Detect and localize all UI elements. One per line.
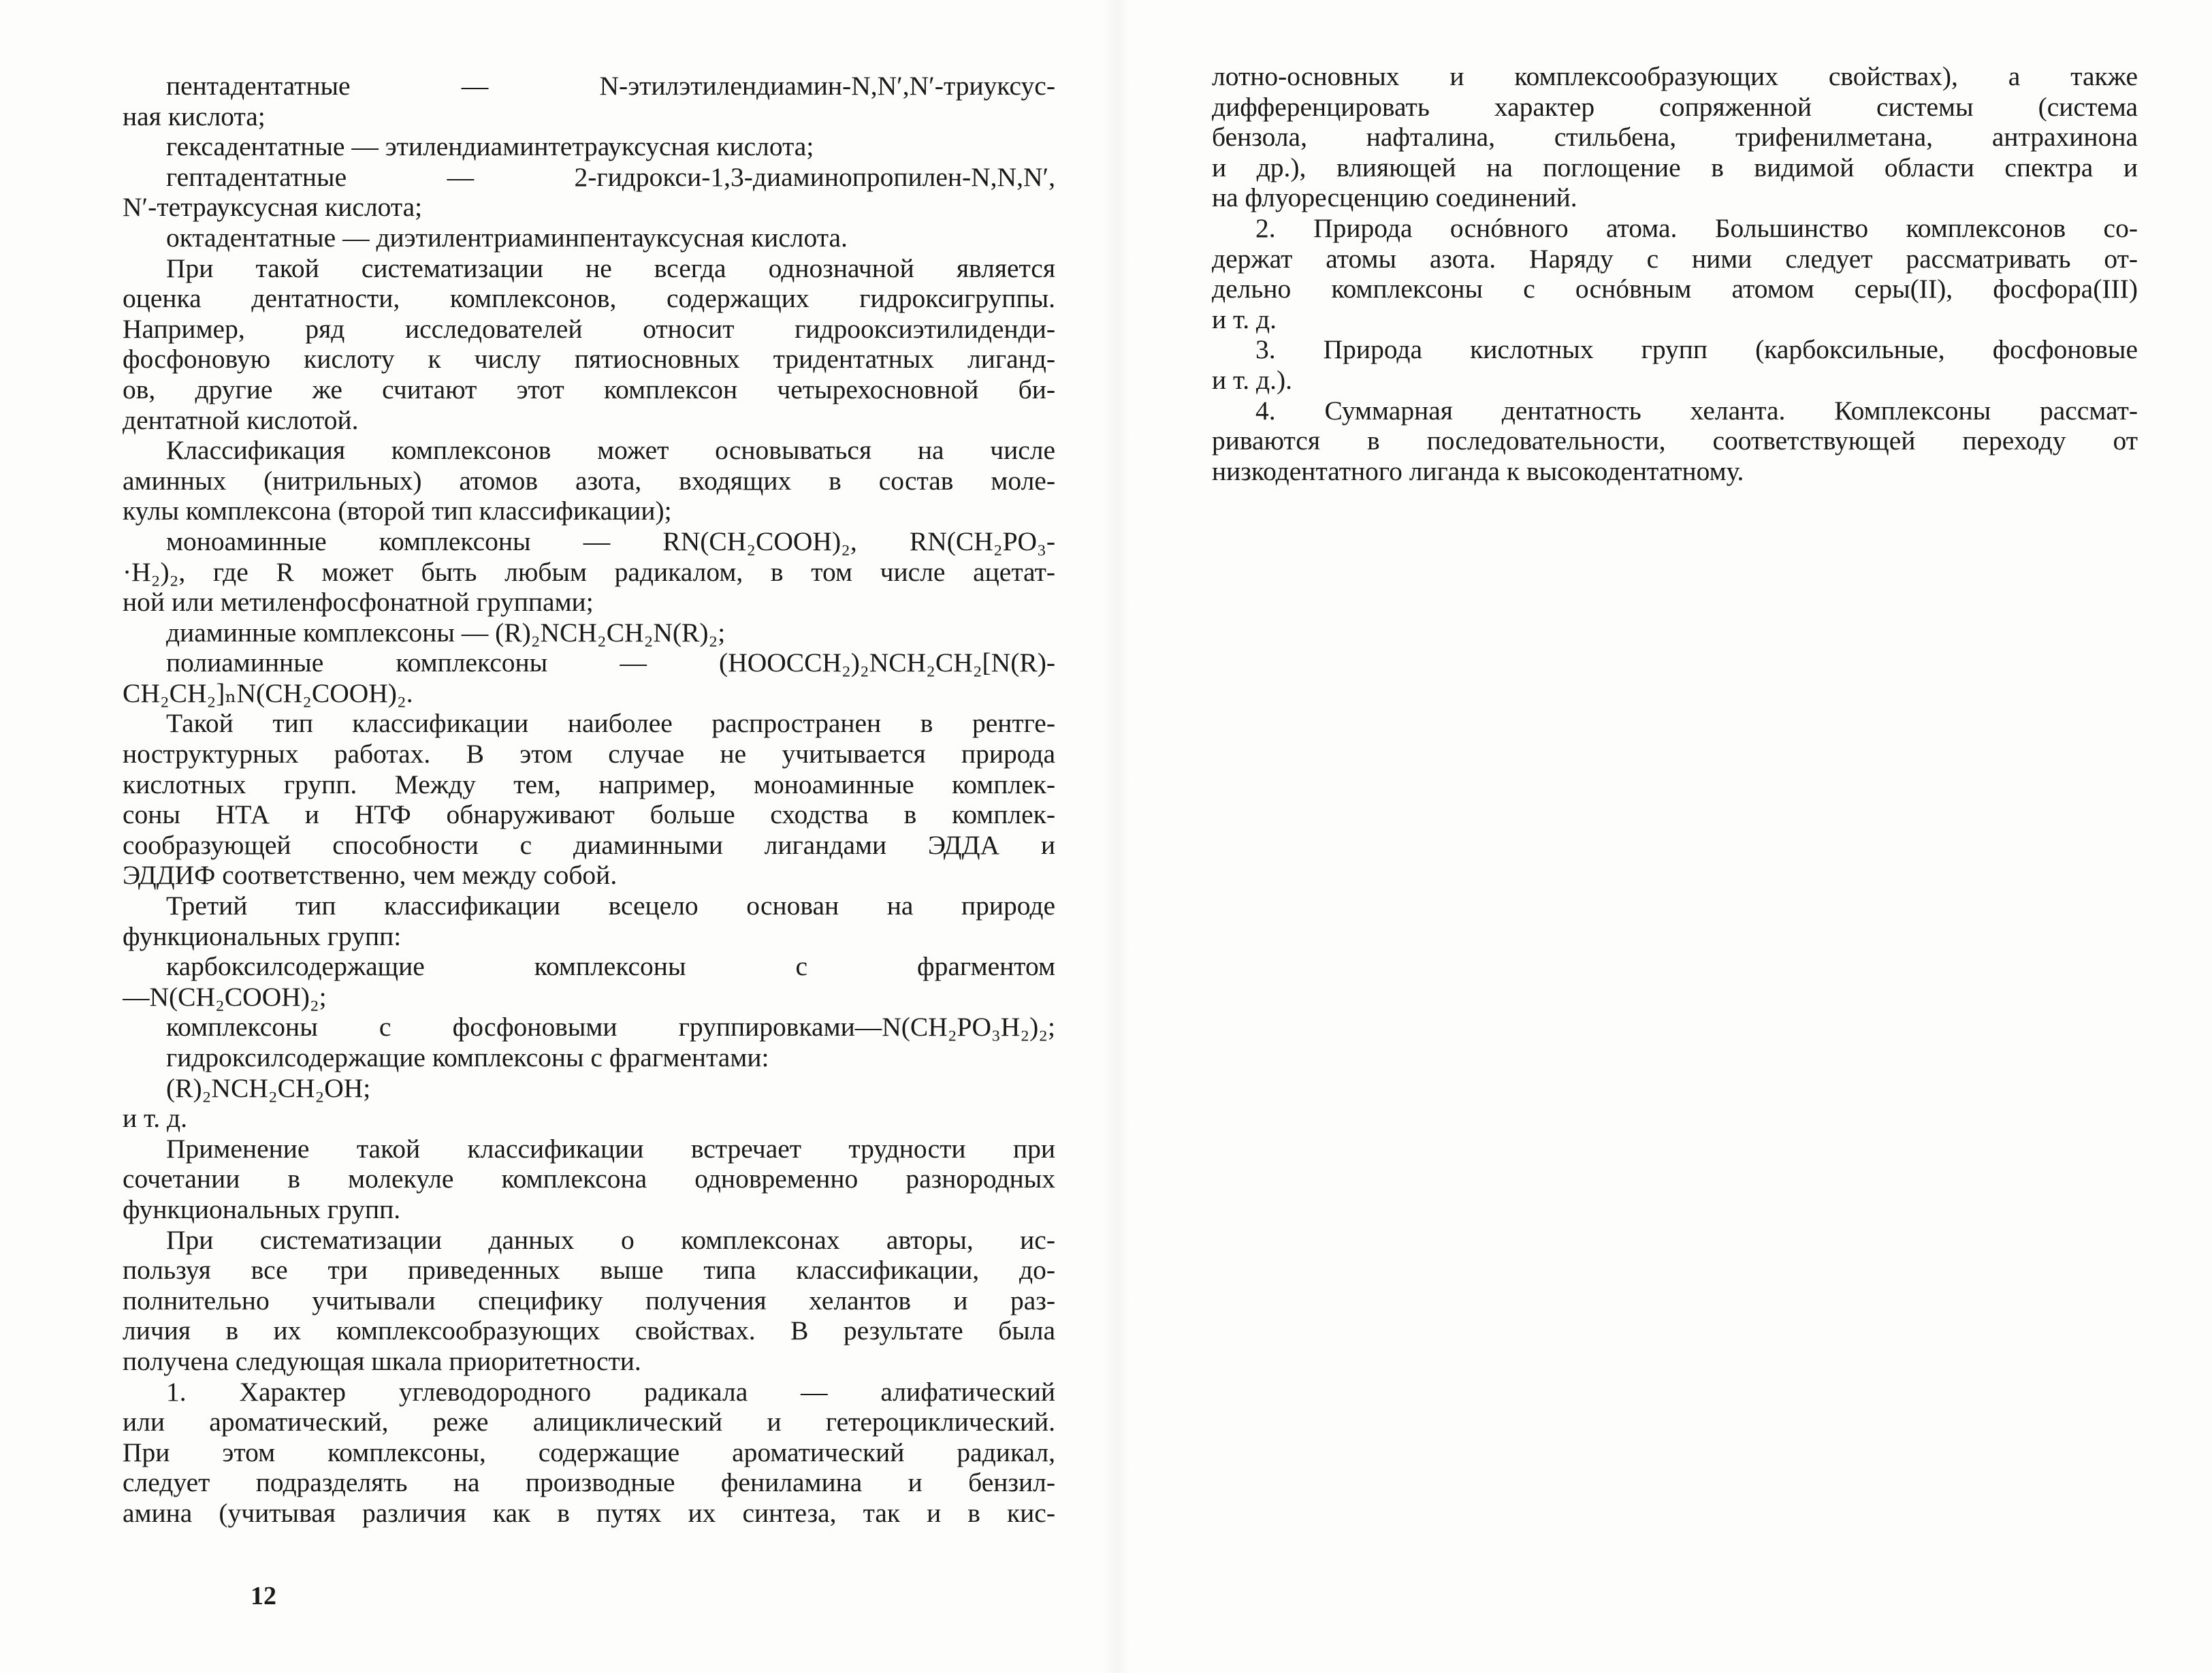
left-page xyxy=(123,0,1055,1673)
text-line: личия в их комплексообразующих свойствах. В результате была xyxy=(123,1316,1055,1346)
text-line: 2. Природа оснóвного атома. Большинство комплексонов со- xyxy=(1255,212,2138,243)
text-line: Такой тип классификации наиболее распространен в рентге- xyxy=(166,708,1055,739)
text-line: гептадентатные — 2-гидрокси-1,3-диаминопропилен-N,N,N′, xyxy=(166,161,1055,192)
text-line: ЭДДИФ соответственно, чем между собой. xyxy=(123,860,618,891)
text-line: полнительно учитывали специфику получения хелантов и раз- xyxy=(123,1285,1055,1316)
text-line: Третий тип классификации всецело основан на природе xyxy=(166,891,1055,921)
text-line: оценка дентатности, комплексонов, содержащих гидроксигруппы. xyxy=(123,283,1055,314)
text-line: соны НТА и НТФ обнаруживают больше сходства в комплек- xyxy=(123,799,1055,830)
right-page xyxy=(1212,0,2138,1673)
text-line: амина (учитывая различия как в путях их синтеза, так и в кис- xyxy=(123,1497,1055,1528)
text-line: ноструктурных работах. В этом случае не учитывается природа xyxy=(123,739,1055,769)
text-line: полиаминные комплексоны — (HOOCCH₂)₂NCH₂CH₂[N(R)- xyxy=(166,648,1055,678)
text-line: функциональных групп: xyxy=(123,921,402,951)
text-line: следует подразделять на производные фениламина и бензил- xyxy=(123,1467,1055,1498)
text-line: бензола, нафталина, стильбена, трифенилметана, антрахинона xyxy=(1212,122,2138,153)
text-line: ная кислота; xyxy=(123,101,266,131)
text-line: моноаминные комплексоны — RN(CH₂COOH)₂, RN(CH₂PO₃- xyxy=(166,526,1055,556)
text-line: ·H₂)₂, где R может быть любым радикалом, в том числе ацетат- xyxy=(123,556,1055,587)
book-gutter xyxy=(1103,0,1130,1673)
text-line: N′-тетрауксусная кислота; xyxy=(123,192,423,223)
text-line: пентадентатные — N-этилэтилендиамин-N,N′,N′-триуксус- xyxy=(166,71,1055,101)
text-line: сочетании в молекуле комплексона одновременно разнородных xyxy=(123,1164,1055,1194)
text-line: и др.), влияющей на поглощение в видимой области спектра и xyxy=(1212,152,2138,182)
text-line: кулы комплексона (второй тип классификации); xyxy=(123,496,672,526)
text-line: 3. Природа кислотных групп (карбоксильные, фосфоновые xyxy=(1255,334,2138,365)
text-line: кислотных групп. Между тем, например, моноаминные комплек- xyxy=(123,769,1055,799)
text-line: и т. д. xyxy=(123,1103,188,1134)
text-line: комплексоны с фосфоновыми группировками—N(CH₂PO₃H₂)₂; xyxy=(166,1012,1055,1042)
text-line: дентатной кислотой. xyxy=(123,404,359,435)
text-line: диаминные комплексоны — (R)₂NCH₂CH₂N(R)₂; xyxy=(166,617,726,648)
text-line: на флуоресценцию соединений. xyxy=(1212,182,1577,213)
text-line: При этом комплексоны, содержащие ароматический радикал, xyxy=(123,1437,1055,1467)
text-line: пользуя все три приведенных выше типа классификации, до- xyxy=(123,1255,1055,1286)
text-line: фосфоновую кислоту к числу пятиосновных тридентатных лиганд- xyxy=(123,344,1055,375)
text-line: гексадентатные — этилендиаминтетрауксусная кислота; xyxy=(166,131,814,162)
text-line: CH₂CH₂]ₙN(CH₂COOH)₂. xyxy=(123,678,413,708)
text-line: 4. Суммарная дентатность хеланта. Комплексоны рассмат- xyxy=(1255,395,2138,426)
text-line: При такой систематизации не всегда однозначной является xyxy=(166,253,1055,283)
text-line: низкодентатного лиганда к высокодентатному. xyxy=(1212,456,1744,486)
text-line: Например, ряд исследователей относит гидрооксиэтилиденди- xyxy=(123,313,1055,344)
text-line: сообразующей способности с диаминными лигандами ЭДДА и xyxy=(123,829,1055,860)
text-line: или ароматический, реже алициклический и гетероциклический. xyxy=(123,1407,1055,1437)
text-line: карбоксилсодержащие комплексоны с фрагментом xyxy=(166,951,1055,982)
text-line: (R)₂NCH₂CH₂OH; xyxy=(166,1072,371,1103)
text-line: риваются в последовательности, соответствующей переходу от xyxy=(1212,426,2138,456)
text-line: аминных (нитрильных) атомов азота, входящих в состав моле- xyxy=(123,465,1055,496)
text-line: 1. Характер углеводородного радикала — алифатический xyxy=(166,1376,1055,1407)
text-line: функциональных групп. xyxy=(123,1194,401,1224)
left-page-text xyxy=(123,71,1055,1529)
text-line: Классификация комплексонов может основываться на числе xyxy=(166,435,1055,466)
text-line: дифференцировать характер сопряженной системы (система xyxy=(1212,91,2138,122)
text-line: гидроксилсодержащие комплексоны с фрагментами: xyxy=(166,1042,769,1072)
text-line: Применение такой классификации встречает трудности при xyxy=(166,1133,1055,1164)
text-line: дельно комплексоны с оснóвным атомом серы(II), фосфора(III) xyxy=(1212,274,2138,304)
page-number: 12 xyxy=(251,1582,276,1610)
text-line: —N(CH₂COOH)₂; xyxy=(123,981,327,1012)
right-page-text xyxy=(1212,61,2138,486)
text-line: получена следующая шкала приоритетности. xyxy=(123,1345,641,1376)
text-line: При систематизации данных о комплексонах авторы, ис- xyxy=(166,1224,1055,1255)
text-line: ов, другие же считают этот комплексон четырехосновной би- xyxy=(123,374,1055,404)
text-line: и т. д.). xyxy=(1212,364,1293,395)
text-line: держат атомы азота. Наряду с ними следует рассматривать от- xyxy=(1212,243,2138,274)
text-line: ной или метиленфосфонатной группами; xyxy=(123,587,594,618)
text-line: лотно-основных и комплексообразующих свойствах), а также xyxy=(1212,61,2138,91)
text-line: и т. д. xyxy=(1212,304,1277,334)
text-line: октадентатные — диэтилентриаминпентауксусная кислота. xyxy=(166,222,848,253)
